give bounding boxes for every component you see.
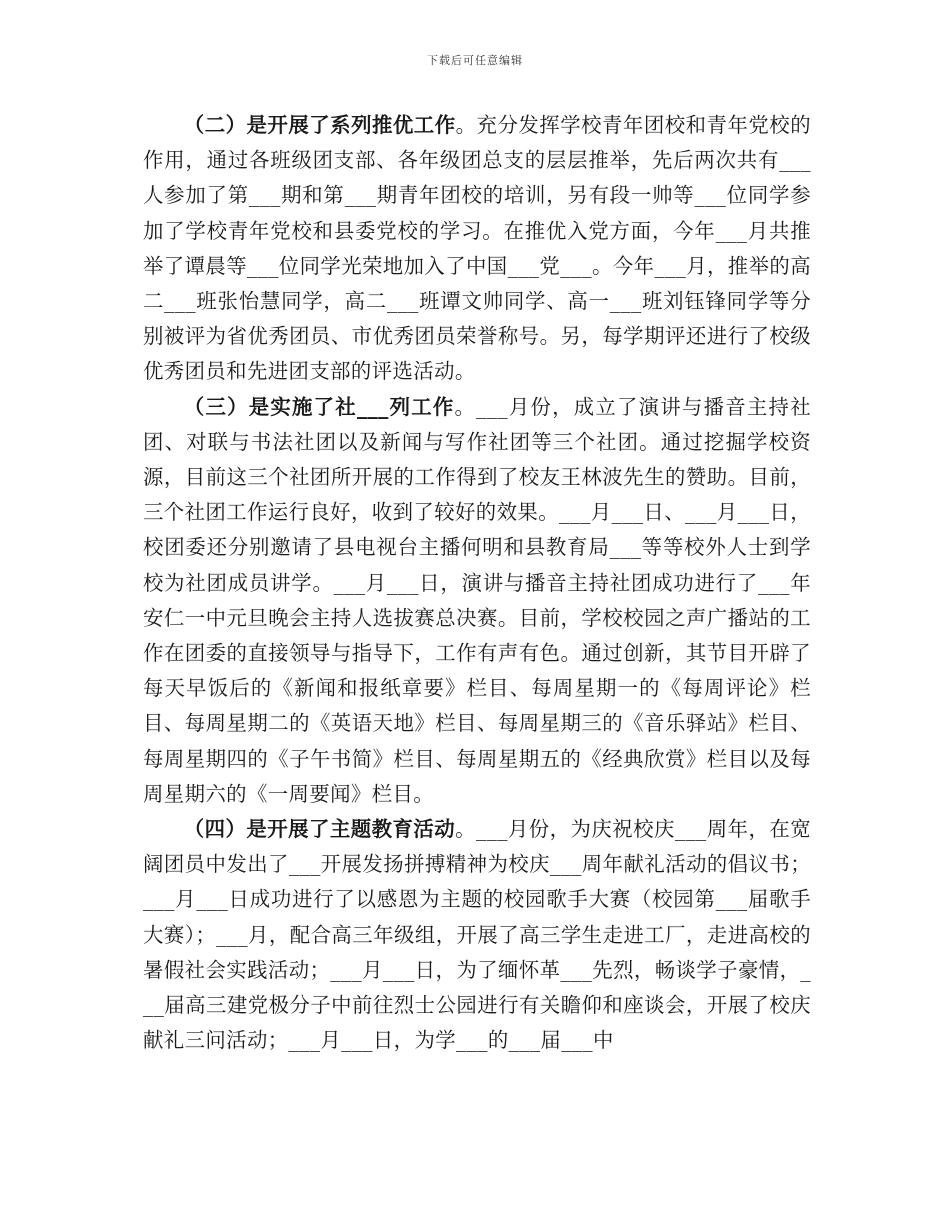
paragraph-club-work bbox=[143, 390, 811, 812]
paragraph-text: 。充分发挥学校青年团校和青年党校的作用，通过各班级团支部、各年级团总支的层层推举，先后两次共有___人参加了第___期和第___期青年团校的培训，另有段一帅等___位同学参加了学校青年党校和县委党校的学习。在推优入党方面，今年___月共推举了谭晨等___位同学光荣地加入了中国___党___。今年___月，推举的高二___班张怡慧同学，高二___班谭文帅同学、高一___班刘钰锋同学等分别被评为省优秀团员、市优秀团员荣誉称号。另，每学期评还进行了校级优秀团员和先进团支部的评选活动。 bbox=[143, 113, 811, 384]
paragraph-heading: （二）是开展了系列推优工作 bbox=[183, 113, 456, 137]
paragraph-text: 。___月份，成立了演讲与播音主持社团、对联与书法社团以及新闻与写作社团等三个社团。通过挖掘学校资源，目前这三个社团所开展的工作得到了校友王林波先生的赞助。目前，三个社团工作运行良好，收到了较好的效果。___月___日、___月___日，校团委还分别邀请了县电视台主播何明和县教育局___等等校外人士到学校为社团成员讲学。___月___日，演讲与播音主持社团成功进行了___年安仁一中元旦晚会主持人选拔赛总决赛。目前，学校校园之声广播站的工作在团委的直接领导与指导下，工作有声有色。通过创新，其节目开辟了每天早饭后的《新闻和报纸章要》栏目、每周星期一的《每周评论》栏目、每周星期二的《英语天地》栏目、每周星期三的《音乐驿站》栏目、每周星期四的《子午书简》栏目、每周星期五的《经典欣赏》栏目以及每周星期六的《一周要闻》栏目。 bbox=[143, 394, 811, 806]
paragraph-heading: （三）是实施了社___列工作 bbox=[183, 394, 455, 419]
paragraph-recommendation-work bbox=[143, 108, 811, 390]
paragraph-heading: （四）是开展了主题教育活动 bbox=[183, 817, 456, 842]
document-body bbox=[143, 108, 811, 1058]
page-header: 下载后可任意编辑 bbox=[427, 54, 523, 67]
paragraph-theme-education bbox=[143, 812, 811, 1058]
paragraph-text: 。___月份，为庆祝校庆___周年，在宽阔团员中发出了___开展发扬拼搏精神为校庆___周年献礼活动的倡议书；___月___日成功进行了以感恩为主题的校园歌手大赛（校园第___届歌手大赛）；___月，配合高三年级组，开展了高三学生走进工厂，走进高校的暑假社会实践活动；___月___日，为了缅怀革___先烈，畅谈学子豪情，___届高三建党极分子中前往烈士公园进行有关瞻仰和座谈会，开展了校庆献礼三问活动；___月___日，为学___的___届___中 bbox=[143, 817, 812, 1053]
